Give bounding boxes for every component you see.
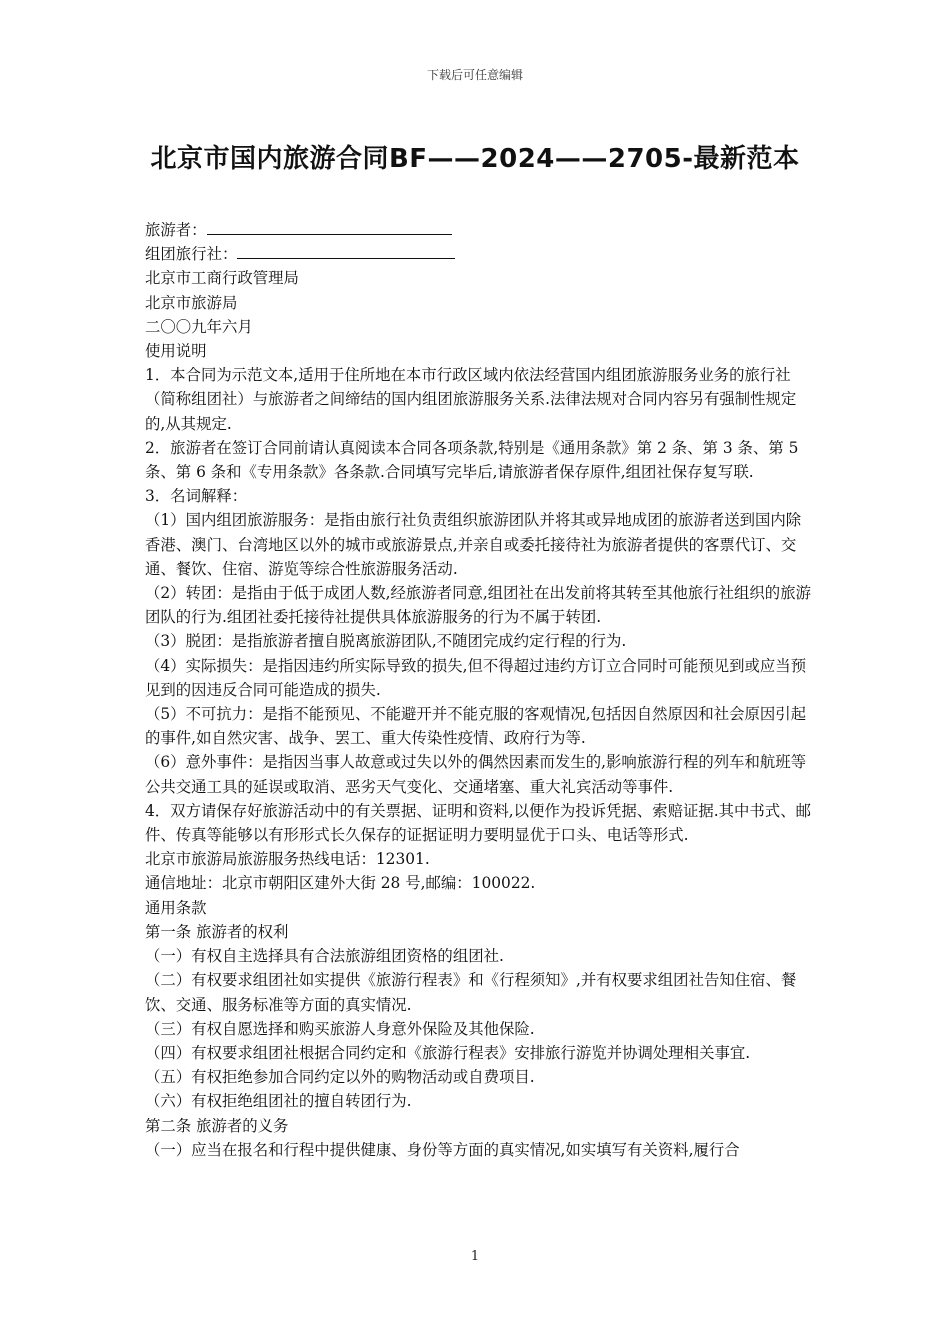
paragraph: （4）实际损失：是指因违约所实际导致的损失,但不得超过违约方订立合同时可能预见到或应当预见到的因违反合同可能造成的损失. (145, 656, 807, 699)
paragraph: （3）脱团：是指旅游者擅自脱离旅游团队,不随团完成约定行程的行为. (145, 632, 627, 651)
document-title: 北京市国内旅游合同BF——2024——2705-最新范本 (150, 144, 800, 174)
paragraph: （三）有权自愿选择和购买旅游人身意外保险及其他保险. (145, 1019, 535, 1038)
paragraph: （五）有权拒绝参加合同约定以外的购物活动或自费项目. (145, 1068, 535, 1087)
paragraph: 4．双方请保存好旅游活动中的有关票据、证明和资料,以便作为投诉凭据、索赔证据.其中书式、邮件、传真等能够以有形形式长久保存的证据证明力要明显优于口头、电话等形式. (145, 801, 811, 845)
tourist-label: 旅游者： (145, 221, 207, 239)
paragraph: 1．本合同为示范文本,适用于住所地在本市行政区域内依法经营国内组团旅游服务业务的旅行社（简称组团社）与旅游者之间缔结的国内组团旅游服务关系.法律法规对合同内容另有强制性规定的,从其规定. (145, 366, 797, 433)
paragraph: （一）应当在报名和行程中提供健康、身份等方面的真实情况,如实填写有关资料,履行合 (145, 1140, 740, 1159)
paragraph: （四）有权要求组团社根据合同约定和《旅游行程表》安排旅行游览并协调处理相关事宜. (145, 1043, 751, 1062)
paragraph: 北京市旅游局旅游服务热线电话：12301. (145, 850, 430, 869)
paragraph: （5）不可抗力：是指不能预见、不能避开并不能克服的客观情况,包括因自然原因和社会原因引起的事件,如自然灾害、战争、罢工、重大传染性疫情、政府行为等. (145, 705, 807, 748)
page-number: 1 (470, 1249, 480, 1264)
paragraph: 北京市工商行政管理局 (145, 269, 299, 288)
agency-label: 组团旅行社： (145, 245, 238, 264)
paragraph: 通用条款 (145, 898, 207, 917)
paragraph: 2．旅游者在签订合同前请认真阅读本合同各项条款,特别是《通用条款》第 2 条、第 3 条、第 5 条、第 6 条和《专用条款》各条款.合同填写完毕后,请旅游者保存原件,组团社保存复写联. (145, 438, 799, 482)
paragraph: 第一条 旅游者的权利 (145, 922, 289, 941)
paragraph: 北京市旅游局 (145, 293, 238, 312)
header-note: 下载后可任意编辑 (426, 68, 523, 82)
paragraph: （2）转团：是指由于低于成团人数,经旅游者同意,组团社在出发前将其转至其他旅行社组织的旅游团队的行为.组团社委托接待社提供具体旅游服务的行为不属于转团. (145, 584, 811, 627)
paragraph: 使用说明 (145, 342, 207, 361)
tourist-blank-line[interactable] (207, 219, 452, 235)
agency-blank-line[interactable] (237, 243, 455, 259)
paragraph: 二〇〇九年六月 (145, 317, 253, 336)
paragraph: （六）有权拒绝组团社的擅自转团行为. (145, 1092, 412, 1111)
paragraph: 通信地址：北京市朝阳区建外大街 28 号,邮编：100022. (145, 874, 536, 893)
document-body (145, 218, 815, 1162)
agency-field (145, 242, 815, 266)
paragraph: 第二条 旅游者的义务 (145, 1116, 289, 1135)
paragraph: （二）有权要求组团社如实提供《旅游行程表》和《行程须知》,并有权要求组团社告知住宿、餐饮、交通、服务标准等方面的真实情况. (145, 971, 797, 1014)
paragraph: （6）意外事件：是指因当事人故意或过失以外的偶然因素而发生的,影响旅游行程的列车和航班等公共交通工具的延误或取消、恶劣天气变化、交通堵塞、重大礼宾活动等事件. (145, 753, 807, 796)
tourist-field (145, 218, 815, 242)
paragraph: （一）有权自主选择具有合法旅游组团资格的组团社. (145, 947, 504, 966)
paragraph: 3．名词解释： (145, 487, 248, 506)
paragraph: （1）国内组团旅游服务：是指由旅行社负责组织旅游团队并将其或异地成团的旅游者送到国内除香港、澳门、台湾地区以外的城市或旅游景点,并亲自或委托接待社为旅游者提供的客票代订、交通、餐饮、住宿、游览等综合性旅游服务活动. (145, 511, 802, 578)
